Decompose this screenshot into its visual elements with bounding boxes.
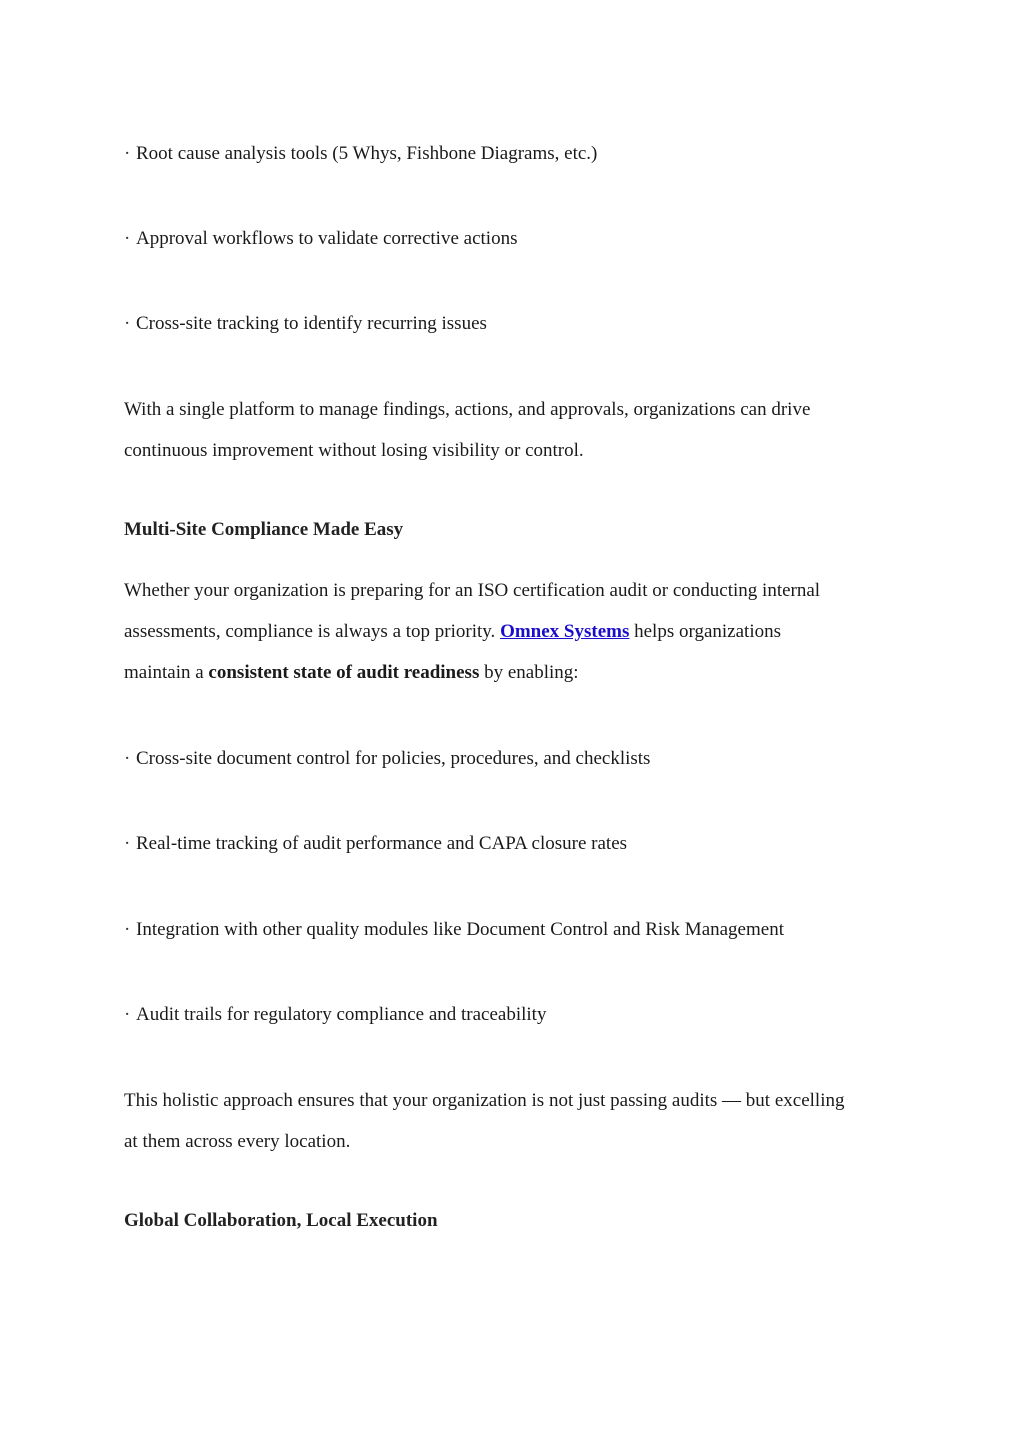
omnex-systems-link[interactable]: Omnex Systems bbox=[500, 621, 630, 642]
list-item bbox=[124, 227, 517, 251]
list-item bbox=[124, 832, 627, 856]
list-item bbox=[124, 747, 650, 771]
paragraph-line: With a single platform to manage findings, actions, and approvals, organizations can drive bbox=[124, 399, 811, 420]
list-item-text: Integration with other quality modules like Document Control and Risk Management bbox=[136, 919, 784, 940]
list-item-text: Cross-site document control for policies, procedures, and checklists bbox=[136, 748, 651, 769]
bullet-dot: · bbox=[124, 228, 131, 249]
list-item-text: Root cause analysis tools (5 Whys, Fishbone Diagrams, etc.) bbox=[136, 143, 598, 164]
list-item bbox=[124, 918, 784, 942]
bullet-dot: · bbox=[124, 1004, 131, 1025]
paragraph-line: This holistic approach ensures that your organization is not just passing audits — but excelling bbox=[124, 1090, 845, 1111]
list-item-text: Audit trails for regulatory compliance and traceability bbox=[136, 1004, 547, 1025]
paragraph-line: at them across every location. bbox=[124, 1131, 351, 1152]
paragraph-text: helps organizations bbox=[629, 621, 781, 642]
list-item-text: Approval workflows to validate corrective actions bbox=[136, 228, 518, 249]
list-item bbox=[124, 1003, 546, 1027]
paragraph-line: continuous improvement without losing visibility or control. bbox=[124, 440, 584, 461]
bullet-dot: · bbox=[124, 143, 131, 164]
paragraph-line: Whether your organization is preparing for an ISO certification audit or conducting internal bbox=[124, 580, 821, 601]
paragraph-line bbox=[124, 661, 579, 685]
list-item-text: Real-time tracking of audit performance and CAPA closure rates bbox=[136, 833, 628, 854]
bullet-dot: · bbox=[124, 313, 131, 334]
list-item-text: Cross-site tracking to identify recurring issues bbox=[136, 313, 487, 334]
bullet-dot: · bbox=[124, 748, 131, 769]
paragraph-text: assessments, compliance is always a top priority. bbox=[124, 621, 501, 642]
list-item bbox=[124, 312, 487, 336]
bullet-dot: · bbox=[124, 833, 131, 854]
paragraph-line bbox=[124, 620, 781, 644]
section-heading: Multi-Site Compliance Made Easy bbox=[124, 519, 404, 540]
bold-phrase: consistent state of audit readiness bbox=[208, 662, 480, 683]
paragraph-text: maintain a bbox=[124, 662, 209, 683]
list-item bbox=[124, 142, 597, 166]
paragraph-text: by enabling: bbox=[479, 662, 579, 683]
bullet-dot: · bbox=[124, 919, 131, 940]
section-heading: Global Collaboration, Local Execution bbox=[124, 1210, 438, 1231]
